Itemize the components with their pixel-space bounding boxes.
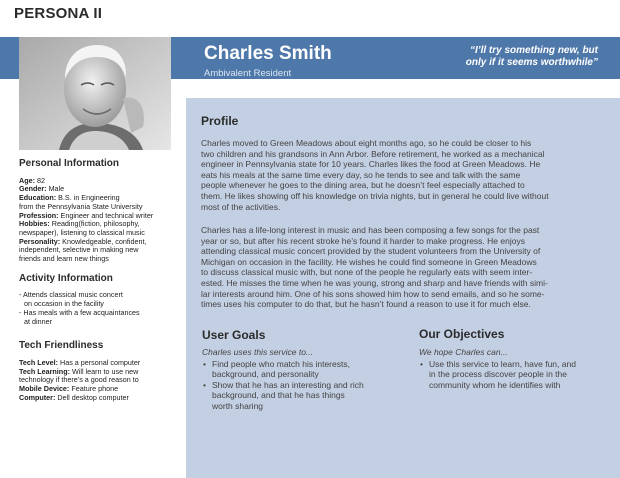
- list-item: • Show that he has an interesting and rich background, and that he has things worth sharing: [203, 379, 364, 411]
- user-goals-list: Charles uses this service to... • Find people who match his interests, background, and personality • Show that he has an interesting and rich background, and that he has things worth sharing: [202, 347, 402, 412]
- list-item: • Use this service to learn, have fun, and in the process discover people in the community whom he identifies with: [420, 358, 576, 390]
- objectives-list: We hope Charles can... • Use this service to learn, have fun, and in the process discover people in the community whom he identifies with: [419, 347, 609, 390]
- persona-subtitle: Ambivalent Resident: [204, 68, 292, 79]
- persona-label: PERSONA II: [14, 5, 103, 22]
- profile-paragraph-1: Charles moved to Green Meadows about eight months ago, so he could be closer to his two children and his grandsons in Ann Arbor. Before retirement, he worked as a mechanical engineer in Pennsylvania state for 10 years. Charles likes the food at Green Meadows. He eats his meals at the same time every day, so he tends to see and talk with the same people whenever he goes to the dining area, but he doesn’t feel especially attached to them. He likes showing off his knowledge on trivia nights, but in general he could live without most of the activities.: [201, 138, 549, 212]
- left-sidebar: [19, 160, 171, 413]
- tech-section: Tech Friendliness Tech Level: Has a personal computer Tech Learning: Will learn to use new technology if there’s a good reason to Mobile Device: Feature phone Computer: Dell desktop computer: [19, 342, 171, 402]
- persona-name: Charles Smith: [204, 43, 332, 64]
- activity-heading: Activity Information: [19, 272, 113, 284]
- persona-quote: “I’ll try something new, but only if it seems worthwhile”: [465, 45, 598, 68]
- user-goals-heading: User Goals: [202, 328, 266, 342]
- persona-photo: [19, 37, 171, 150]
- tech-heading: Tech Friendliness: [19, 340, 104, 352]
- personal-info-heading: Personal Information: [19, 158, 120, 169]
- list-item: • Find people who match his interests, background, and personality: [203, 358, 350, 380]
- personal-info-section: Personal Information Age: 82 Gender: Male Education: B.S. in Engineering from the Pennsylvania State University Profession: Engineer and technical writer Hobbies: Reading(fiction, philosophy, newspaper), listening to classical music Personality: Knowledgeable, confident, independent, selective in making new friends and learn new things: [19, 160, 171, 264]
- objectives-heading: Our Objectives: [419, 327, 505, 341]
- profile-heading: Profile: [201, 114, 239, 128]
- profile-paragraph-2: Charles has a life-long interest in music and has been composing a few songs for the past year or so, but after his recent stroke he’s found it harder to make progress. He enjoys attending classical music concert provided by the student volunteers from the University of Michigan on occasion in the facility. He wishes he could find someone in Green Meadows to discuss classical music with, but none of the people he regularly eats with seem inter- ested. He misses the time when he was young, strong and sharp and have friends with simi- lar interests around him. One of his sons showed him how to send emails, and so he some- times uses his computer to do that, but he hasn’t found a reason to use it for much else.: [201, 225, 548, 310]
- activity-section: Activity Information - Attends classical music concert on occasion in the facility - Has meals with a few acquaintances at dinner: [19, 275, 171, 327]
